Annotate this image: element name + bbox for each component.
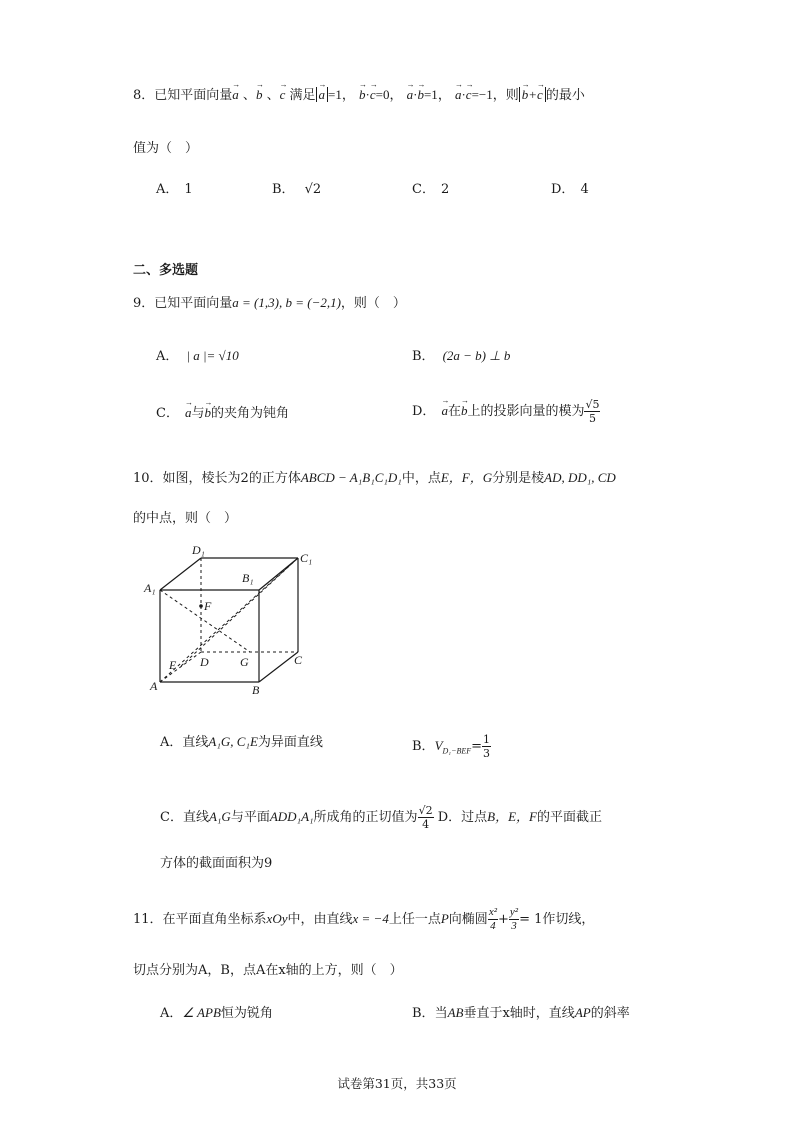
vector-b: → b	[256, 86, 263, 104]
label-a1: A₁	[144, 581, 156, 595]
q8-option-d: D． 4	[551, 182, 589, 197]
cube-figure	[140, 540, 320, 700]
label-d: D	[200, 655, 209, 669]
q11-line2: 切点分别为A，B，点A在x轴的上方，则（ ）	[133, 963, 403, 978]
q10-line2: 的中点，则（ ）	[133, 511, 238, 526]
q9-line1: 9．已知平面向量a = (1,3), b = (−2,1)，则（ ）	[133, 295, 406, 311]
label-c: C	[294, 653, 303, 667]
q8-option-a: A． 1	[156, 182, 193, 197]
q9-option-d: D．→ a在→ b上的投影向量的模为 $\frac{√5}{5}$	[412, 398, 600, 425]
page-footer: 试卷第31页，共33页	[337, 1076, 457, 1091]
q9-option-a: A． | a |= √10	[156, 348, 239, 364]
q10-option-a: A．直线A₁G, C₁E为异面直线	[160, 734, 323, 750]
section-heading: 二、多选题	[133, 263, 199, 278]
label-a: A	[150, 679, 158, 693]
q11-option-b: B．当AB垂直于x轴时，直线AP的斜率	[412, 1005, 630, 1021]
q10-option-d-line2: 方体的截面面积为9	[160, 856, 273, 871]
q9-formula: a = (1,3), b = (−2,1)	[232, 295, 341, 310]
q8-option-c: C． 2	[412, 182, 450, 197]
vector-c: → c	[280, 86, 286, 104]
abs-a: → a	[316, 87, 329, 102]
q10-option-c: C．直线A₁G与平面ADD₁A₁所成角的正切值为 $\frac{√2}{4}$ D．过点B，E，F的平面截正	[160, 804, 603, 831]
q11-line1: 11．在平面直角坐标系xOy中，由直线x = −4上任一点P向椭圆 $\frac{\text{x²}}{4}$ + $\frac{\text{y²}}{3}$ = 1作切线，	[133, 906, 595, 932]
label-e: E	[169, 658, 177, 672]
label-b1: B₁	[242, 571, 254, 585]
q9-option-c: C．→ a与→ b的夹角为钝角	[156, 404, 289, 423]
q8-line1: 8．已知平面向量→ a 、→ b 、→ c 满足→ a =1， → b·→ c=0， → a·→ b=1， → a·→ c=−1，则→ b+→ c 的最小	[133, 86, 585, 105]
label-g: G	[240, 655, 249, 669]
abs-b-plus-c: → b+→ c	[519, 87, 546, 102]
label-d1: D₁	[192, 543, 205, 557]
label-c1: C₁	[300, 551, 313, 565]
q8-line2: 值为（ ）	[133, 141, 199, 156]
q10-option-b: B．$V_{D_1-BEF}=$ $\frac{1}{3}$	[412, 733, 491, 760]
label-f: F	[204, 599, 212, 613]
q10-line1: 10．如图，棱长为2的正方体ABCD − A₁B₁C₁D₁中，点E，F，G分别是棱AD, DD₁, CD	[133, 470, 616, 486]
q8-option-b: B． √2	[272, 182, 322, 197]
q9-option-b: B． (2a − b) ⊥ b	[412, 348, 511, 364]
vector-a: → a	[232, 86, 239, 104]
label-b: B	[252, 683, 260, 697]
q11-option-a: A．∠ APB恒为锐角	[160, 1005, 273, 1021]
